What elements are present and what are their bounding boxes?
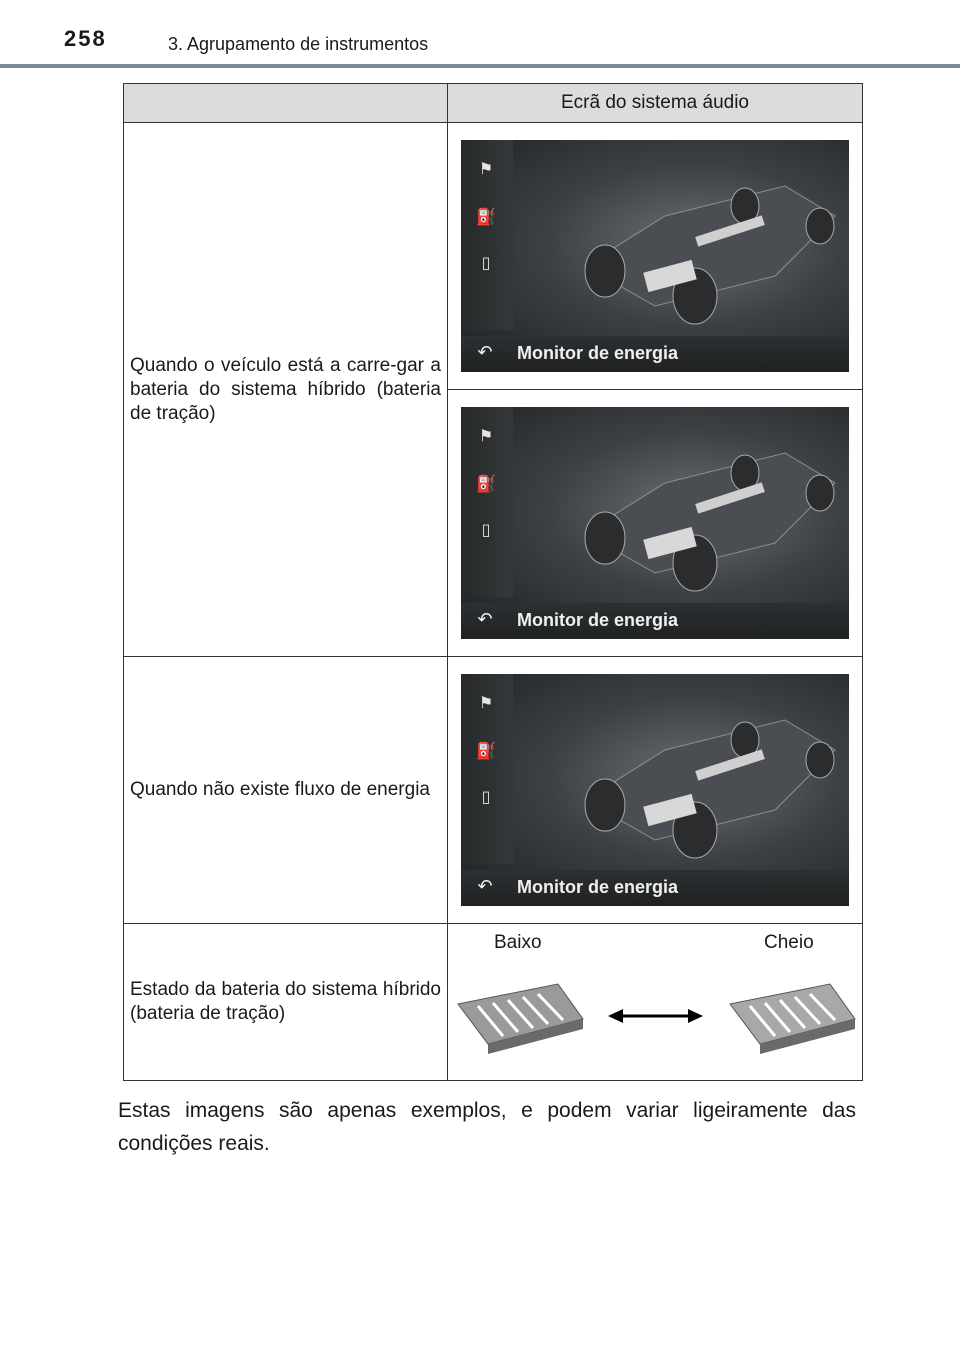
screen-cell (448, 657, 863, 924)
energy-monitor-screen (461, 674, 849, 906)
battery-full-label: Cheio (764, 932, 814, 953)
header-rule (0, 64, 960, 68)
row-description-no-flow: Quando não existe fluxo de energia (124, 657, 448, 924)
table-row (124, 123, 863, 390)
double-arrow-icon (608, 1009, 703, 1023)
battery-low-icon (458, 984, 583, 1054)
car-chassis-illustration (545, 690, 845, 860)
car-chassis-illustration (545, 423, 845, 593)
checkered-flag-icon: ⚑ (478, 159, 494, 178)
battery-full-icon (730, 984, 855, 1054)
back-arrow-icon[interactable]: ↶ (477, 342, 493, 363)
screen-title: Monitor de energia (517, 343, 679, 363)
back-arrow-icon[interactable]: ↶ (477, 876, 493, 897)
row-description-charging: Quando o veículo está a carre-gar a bateria do sistema híbrido (bateria de tração) (124, 123, 448, 657)
footnote: Estas imagens são apenas exemplos, e podem variar ligeiramente das condições reais. (118, 1099, 856, 1155)
page-number: 258 (64, 26, 107, 51)
checkered-flag-icon: ⚑ (478, 693, 494, 712)
table-header-row (124, 84, 863, 123)
energy-monitor-screen (461, 407, 849, 639)
table-header-empty (124, 84, 448, 123)
table-header-audio-screen: Ecrã do sistema áudio (448, 84, 863, 123)
section-title: 3. Agrupamento de instrumentos (168, 34, 429, 54)
battery-state-illustration (448, 924, 862, 1080)
energy-monitor-screen (461, 140, 849, 372)
energy-monitor-table (123, 83, 863, 1081)
checkered-flag-icon: ⚑ (478, 426, 494, 445)
screen-bottom-bar (461, 336, 849, 372)
table-row (124, 657, 863, 924)
screen-title: Monitor de energia (517, 610, 679, 630)
row-description-battery-state: Estado da bateria do sistema híbrido (bateria de tração) (124, 924, 448, 1081)
screen-cell (448, 390, 863, 657)
screen-title: Monitor de energia (517, 877, 679, 897)
battery-icon: ▯ (481, 787, 491, 806)
fuel-pump-icon: ⛽ (476, 474, 496, 493)
screen-sidebar (461, 674, 513, 864)
battery-state-cell (448, 924, 863, 1081)
battery-low-label: Baixo (494, 932, 542, 953)
battery-icon: ▯ (481, 520, 491, 539)
battery-comparison-graphic (448, 964, 862, 1074)
fuel-pump-icon: ⛽ (476, 741, 496, 760)
screen-bottom-bar (461, 603, 849, 639)
back-arrow-icon[interactable]: ↶ (477, 609, 493, 630)
screen-sidebar (461, 407, 513, 597)
car-chassis-illustration (545, 156, 845, 326)
fuel-pump-icon: ⛽ (476, 207, 496, 226)
table-row (124, 924, 863, 1081)
screen-sidebar (461, 140, 513, 330)
screen-bottom-bar (461, 870, 849, 906)
screen-cell (448, 123, 863, 390)
battery-icon: ▯ (481, 253, 491, 272)
